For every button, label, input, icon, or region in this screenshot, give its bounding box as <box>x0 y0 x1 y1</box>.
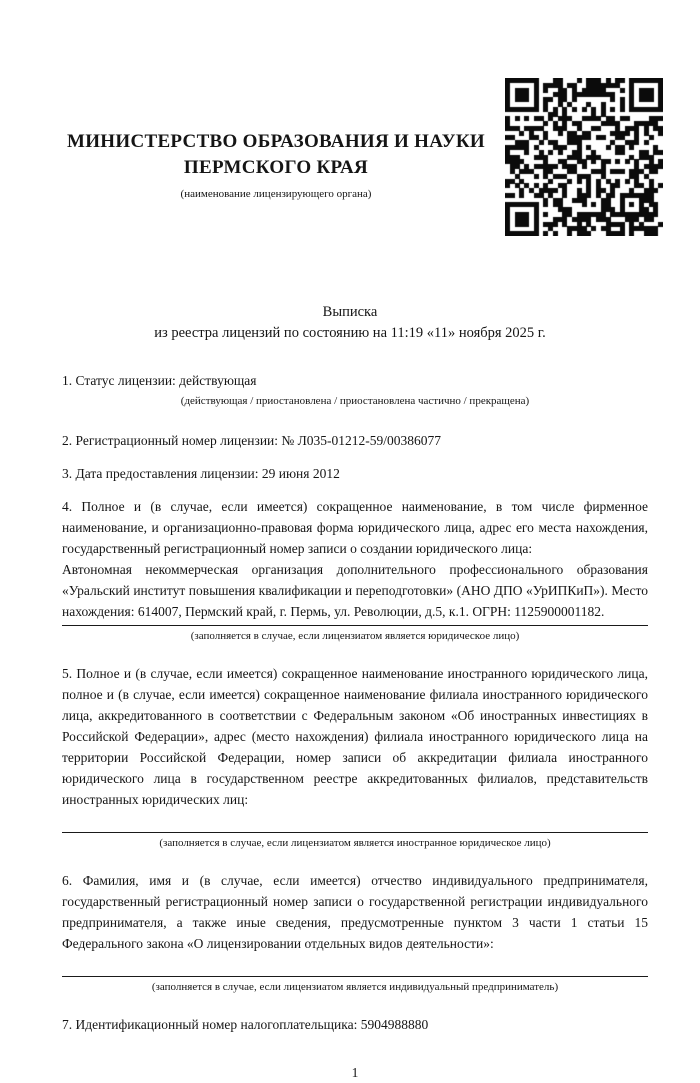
item-individual-entrepreneur <box>62 870 648 994</box>
foreign-entity-caption: (заполняется в случае, если лицензиатом является иностранное юридическое лицо) <box>159 837 551 849</box>
legal-entity-fill-line <box>62 625 648 626</box>
licensing-authority-name <box>58 129 494 181</box>
licensing-authority-name-line2: ПЕРМСКОГО КРАЯ <box>183 157 369 178</box>
legal-entity-value: Автономная некоммерческая организация дополнительного профессионального образования «Уральский институт повышения квалификации и переподготовки» (АНО ДПО «УрИПКиП»). Место нахождения: 614007, Пермский край, г. Пермь, ул. Революции, д.5, к.1. ОГРН: 1125900001182. <box>62 562 648 619</box>
foreign-entity-label: 5. Полное и (в случае, если имеется) сокращенное наименование иностранного юридического лица, полное и (в случае, если имеется) сокращенное наименование филиала иностранного юридического лица, аккредитованного в соответствии с Федеральным законом «Об иностранных инвестициях в Российской Федерации», адрес (место нахождения) филиала иностранного юридического лица на территории Российской Федерации, номер записи об аккредитации филиала иностранного юридического лица в государственном реестре аккредитованных филиалов, представительств иностранных юридических лиц: <box>62 666 648 807</box>
licensing-authority-caption: (наименование лицензирующего органа) <box>180 188 372 200</box>
document-body <box>0 370 700 1083</box>
qr-code <box>505 78 663 236</box>
registration-number-text: 2. Регистрационный номер лицензии: № Л035-01212-59/00386077 <box>62 433 442 448</box>
qr-code-canvas <box>505 78 663 236</box>
taxpayer-number-text: 7. Идентификационный номер налогоплательщика: 5904988880 <box>62 1017 429 1032</box>
legal-entity-label: 4. Полное и (в случае, если имеется) сокращенное наименование, в том числе фирменное наименование, и организационно-правовая форма юридического лица, адрес его места нахождения, государственный регистрационный номер записи о создании юридического лица: <box>62 499 648 556</box>
individual-entrepreneur-label: 6. Фамилия, имя и (в случае, если имеется) отчество индивидуального предпринимателя, государственный регистрационный номер записи о государственной регистрации индивидуального предпринимателя, а также иные сведения, предусмотренные пунктом 3 части 1 статьи 15 Федерального закона «О лицензировании отдельных видов деятельности»: <box>62 873 648 951</box>
document-header <box>0 0 700 255</box>
grant-date-text: 3. Дата предоставления лицензии: 29 июня 2012 <box>62 466 340 481</box>
license-status-text: 1. Статус лицензии: действующая <box>62 373 257 388</box>
item-grant-date <box>62 463 648 484</box>
license-status-caption: (действующая / приостановлена / приостановлена частично / прекращена) <box>180 395 530 407</box>
item-foreign-entity <box>62 663 648 850</box>
individual-entrepreneur-caption: (заполняется в случае, если лицензиатом является индивидуальный предприниматель) <box>151 981 559 993</box>
foreign-entity-fill-line <box>62 832 648 833</box>
licensing-authority-block <box>58 129 494 200</box>
item-license-status <box>62 370 648 408</box>
document-title-line2: из реестра лицензий по состоянию на 11:19 «11» ноября 2025 г. <box>154 325 546 341</box>
document-title-line1: Выписка <box>322 304 378 320</box>
item-registration-number <box>62 430 648 451</box>
individual-entrepreneur-fill-line <box>62 976 648 977</box>
item-taxpayer-number <box>62 1014 648 1035</box>
item-legal-entity <box>62 496 648 643</box>
document-title <box>0 302 700 344</box>
legal-entity-caption: (заполняется в случае, если лицензиатом является юридическое лицо) <box>190 630 520 642</box>
licensing-authority-name-line1: МИНИСТЕРСТВО ОБРАЗОВАНИЯ И НАУКИ <box>66 131 486 152</box>
page-number: 1 <box>351 1065 359 1080</box>
page-footer <box>62 1062 648 1083</box>
